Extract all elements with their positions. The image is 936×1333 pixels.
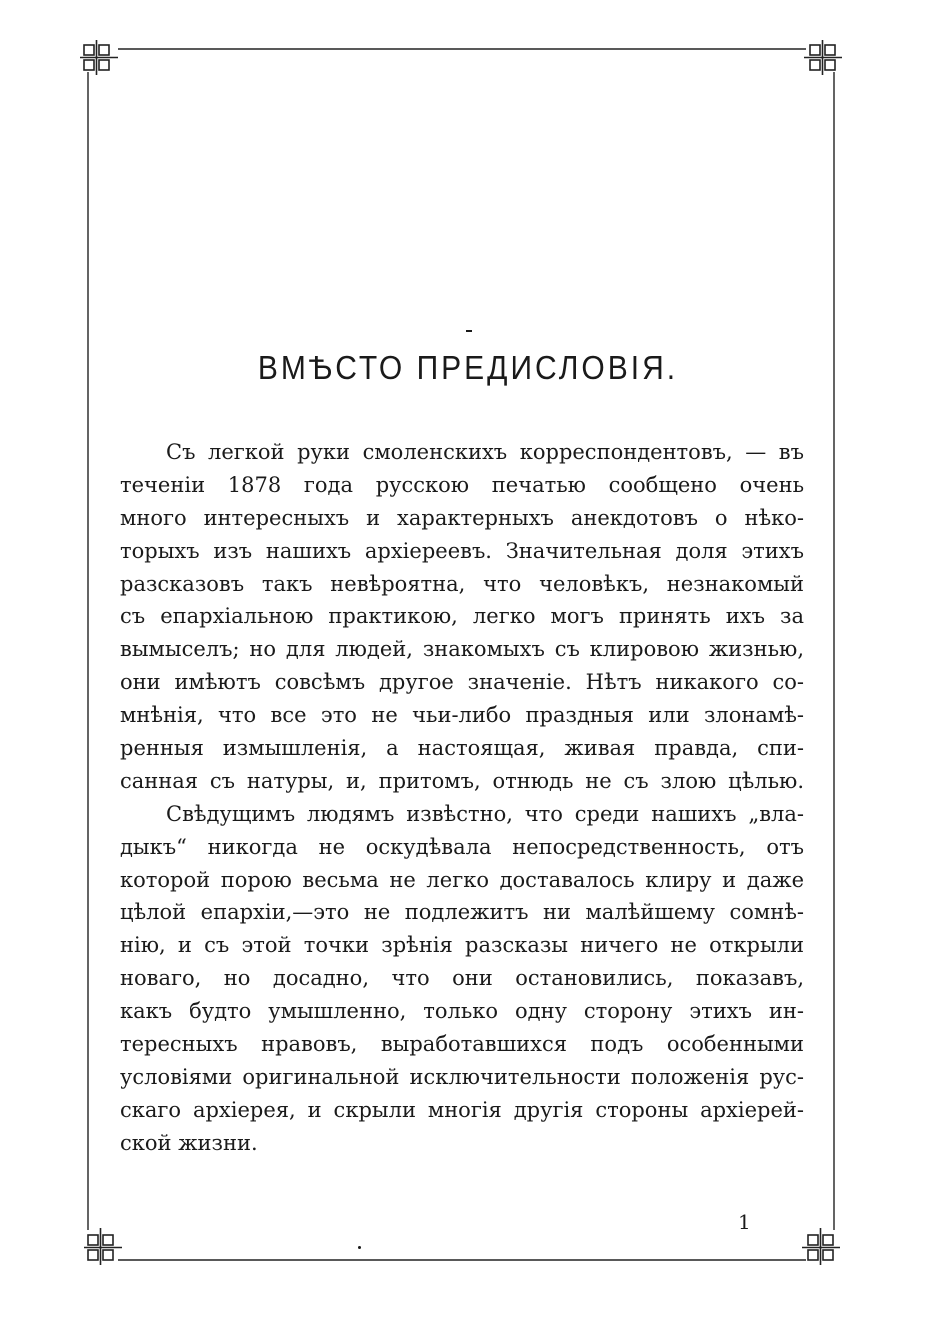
text-line: санная съ натуры, и, притомъ, отнюдь не съ злою цѣлью. — [120, 768, 804, 793]
corner-ornament-bottom-left-icon — [84, 1228, 122, 1265]
text-line: тересныхъ нравовъ, выработавшихся подъ особенными — [120, 1032, 804, 1057]
paragraph — [120, 436, 804, 798]
corner-ornament-top-left-icon — [80, 40, 118, 75]
text-line: вымыселъ; но для людей, знакомыхъ съ клировою жизнью, — [120, 637, 804, 662]
text-line: они имѣютъ совсѣмъ другое значеніе. Нѣтъ никакого со- — [120, 670, 804, 695]
text-line: дыкъ“ никогда не оскудѣвала непосредственность, отъ — [120, 834, 804, 859]
print-speck — [358, 1246, 361, 1249]
text-line: разсказовъ такъ невѣроятна, что человѣкъ, незнакомый — [120, 571, 804, 596]
paragraph — [120, 798, 804, 1160]
title-ornament-dot — [466, 330, 472, 332]
page-number: 1 — [738, 1210, 751, 1234]
text-line: ской жизни. — [120, 1130, 258, 1155]
text-line: теченіи 1878 года русскою печатью сообщено очень — [120, 472, 804, 497]
text-line: какъ будто умышленно, только одну сторону этихъ ин- — [120, 999, 804, 1024]
text-line: мнѣнія, что все это не чьи-либо праздныя или злонамѣ- — [120, 703, 804, 728]
text-line: скаго архіерея, и скрыли многія другія стороны архіерей- — [120, 1097, 804, 1122]
text-line: торыхъ изъ нашихъ архіереевъ. Значительная доля этихъ — [120, 538, 804, 563]
text-line: Свѣдущимъ людямъ извѣстно, что среди нашихъ „вла- — [166, 801, 804, 826]
corner-ornament-bottom-right-icon — [802, 1228, 840, 1265]
text-line: много интересныхъ и характерныхъ анекдотовъ о нѣко- — [120, 505, 804, 530]
corner-ornament-top-right-icon — [804, 40, 842, 75]
text-line: ренныя измышленія, а настоящая, живая правда, спи- — [120, 736, 804, 761]
text-line: нію, и съ этой точки зрѣнія разсказы ничего не открыли — [120, 933, 804, 958]
text-line: съ епархіальною практикою, легко могъ принять ихъ за — [120, 604, 804, 629]
text-line: условіями оригинальной исключительности положенія рус- — [120, 1064, 804, 1089]
text-line: которой порою весьма не легко доставалось клиру и даже — [120, 867, 804, 892]
body-text — [120, 436, 804, 1160]
text-line: цѣлой епархіи,—это не подлежитъ ни малѣйшему сомнѣ- — [120, 900, 804, 925]
page-title: ВМѢСТО ПРЕДИСЛОВІЯ. — [257, 349, 679, 387]
text-line: новаго, но досадно, что они остановились, показавъ, — [120, 966, 804, 991]
text-line: Съ легкой руки смоленскихъ корреспондентовъ, — въ — [166, 440, 804, 464]
